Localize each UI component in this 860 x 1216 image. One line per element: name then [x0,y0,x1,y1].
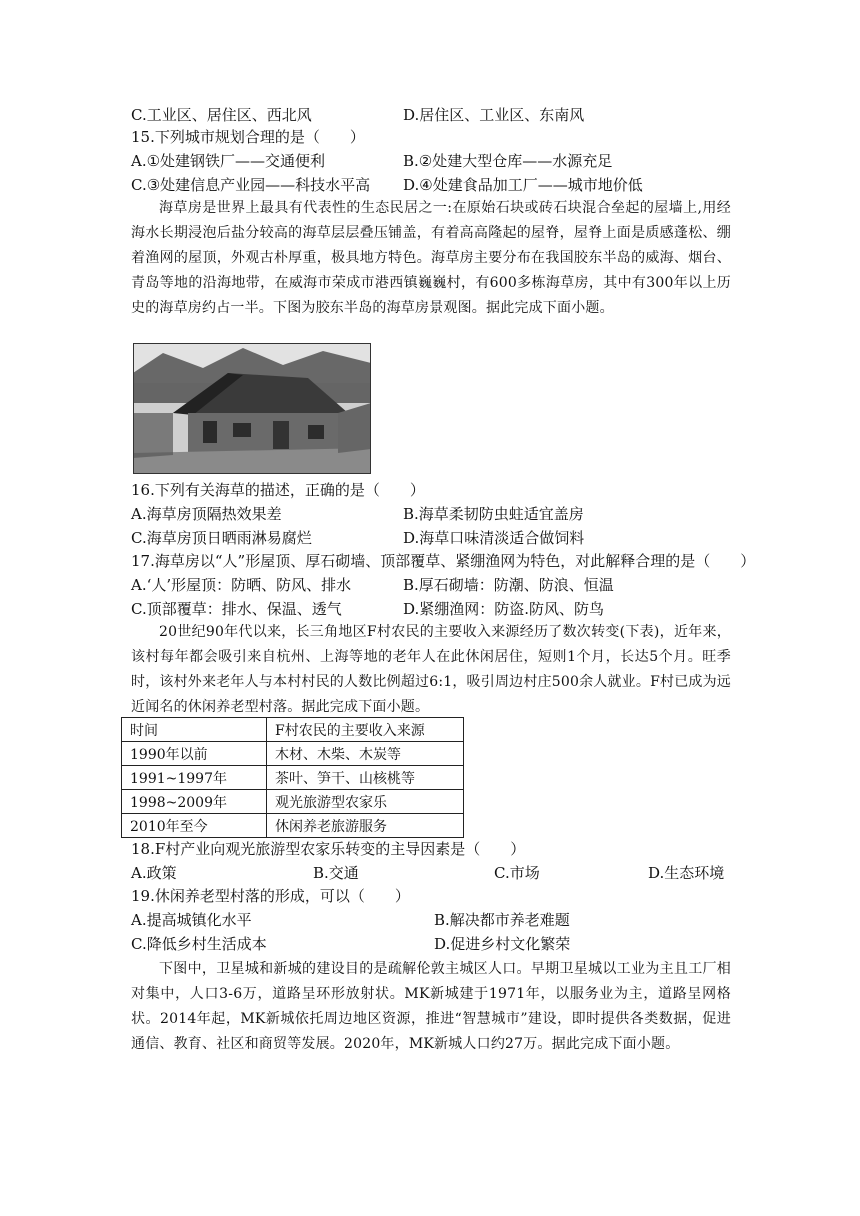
table-cell-income: 茶叶、笋干、山核桃等 [267,766,464,790]
q15-option-d: D.④处建食品加工厂——城市地价低 [403,176,643,194]
q18-option-a: A.政策 [131,864,177,882]
table-header-cell: F村农民的主要收入来源 [267,718,464,742]
q19-stem: 19.休闲养老型村落的形成，可以（ ） [131,887,410,905]
q19-option-d: D.促进乡村文化繁荣 [434,935,571,953]
q16-stem: 16.下列有关海草的描述，正确的是（ ） [131,481,425,499]
q18-stem: 18.F村产业向观光旅游型农家乐转变的主导因素是（ ） [131,840,526,858]
satellite-city-passage: 下图中，卫星城和新城的建设目的是疏解伦敦主城区人口。早期卫星城以工业为主且工厂相对集中，人口3-6万，道路呈环形放射状。MK新城建于1971年，以服务业为主，道路呈网格状。2014年起，MK新城依托周边地区资源，推进“智慧城市”建设，即时提供各类数据，促进通信、教育、社区和商贸等发展。2020年，MK新城人口约27万。据此完成下面小题。 [131,961,731,1052]
table-cell-period: 1998~2009年 [122,790,267,814]
q16-option-b: B.海草柔韧防虫蛀适宜盖房 [403,505,584,523]
q19-option-b: B.解决都市养老难题 [434,911,570,929]
table-cell-period: 1990年以前 [122,742,267,766]
table-row [122,790,464,814]
table-header-row [122,718,464,742]
q17-option-d: D.紧绷渔网：防盗.防风、防鸟 [403,600,605,618]
q18-option-b: B.交通 [313,864,359,882]
q19-option-c: C.降低乡村生活成本 [131,935,267,953]
table-cell-income: 休闲养老旅游服务 [267,814,464,838]
seaweed-house-illustration [133,343,371,474]
q18-option-c: C.市场 [494,864,540,882]
seaweed-house-photo [133,343,371,474]
table-row [122,814,464,838]
q14-option-d: D.居住区、工业区、东南风 [403,106,585,124]
q18-option-d: D.生态环境 [648,864,725,882]
q16-option-d: D.海草口味清淡适合做饲料 [403,529,585,547]
q17-option-c: C.顶部覆草：排水、保温、透气 [131,600,342,618]
table-row [122,766,464,790]
q15-option-b: B.②处建大型仓库——水源充足 [403,152,613,170]
table-cell-period: 2010年至今 [122,814,267,838]
q16-option-a: A.海草房顶隔热效果差 [131,505,282,523]
table-cell-period: 1991~1997年 [122,766,267,790]
q17-option-a: A.‘人’形屋顶：防晒、防风、排水 [131,576,352,594]
q16-option-c: C.海草房顶日晒雨淋易腐烂 [131,529,312,547]
table-row [122,742,464,766]
q15-option-a: A.①处建钢铁厂——交通便利 [131,152,326,170]
q15-stem: 15.下列城市规划合理的是（ ） [131,128,365,146]
seaweed-house-passage: 海草房是世界上最具有代表性的生态民居之一:在原始石块或砖石块混合垒起的屋墙上,用经海水长期浸泡后盐分较高的海草层层叠压铺盖，有着高高隆起的屋脊，屋脊上面是质感蓬松、绷着渔网的屋顶，外观古朴厚重，极具地方特色。海草房主要分布在我国胶东半岛的威海、烟台、青岛等地的沿海地带，在威海市荣成市港西镇巍巍村，有600多栋海草房，其中有300年以上历史的海草房约占一半。下图为胶东半岛的海草房景观图。据此完成下面小题。 [131,200,731,316]
q19-option-a: A.提高城镇化水平 [131,911,252,929]
q15-option-c: C.③处建信息产业园——科技水平高 [131,176,371,194]
table-cell-income: 木材、木柴、木炭等 [267,742,464,766]
table-header-cell: 时间 [122,718,267,742]
income-source-table [121,717,464,838]
q17-stem: 17.海草房以“人”形屋顶、厚石砌墙、顶部覆草、紧绷渔网为特色，对此解释合理的是（ ） [131,552,756,570]
table-cell-income: 观光旅游型农家乐 [267,790,464,814]
q14-option-c: C.工业区、居住区、西北风 [131,106,312,124]
village-passage: 20世纪90年代以来，长三角地区F村农民的主要收入来源经历了数次转变(下表)，近年来，该村每年都会吸引来自杭州、上海等地的老年人在此休闲居住，短则1个月，长达5个月。旺季时，该村外来老年人与本村村民的人数比例超过6:1，吸引周边村庄500余人就业。F村已成为远近闻名的休闲养老型村落。据此完成下面小题。 [131,624,731,715]
q17-option-b: B.厚石砌墙：防潮、防浪、恒温 [403,576,614,594]
